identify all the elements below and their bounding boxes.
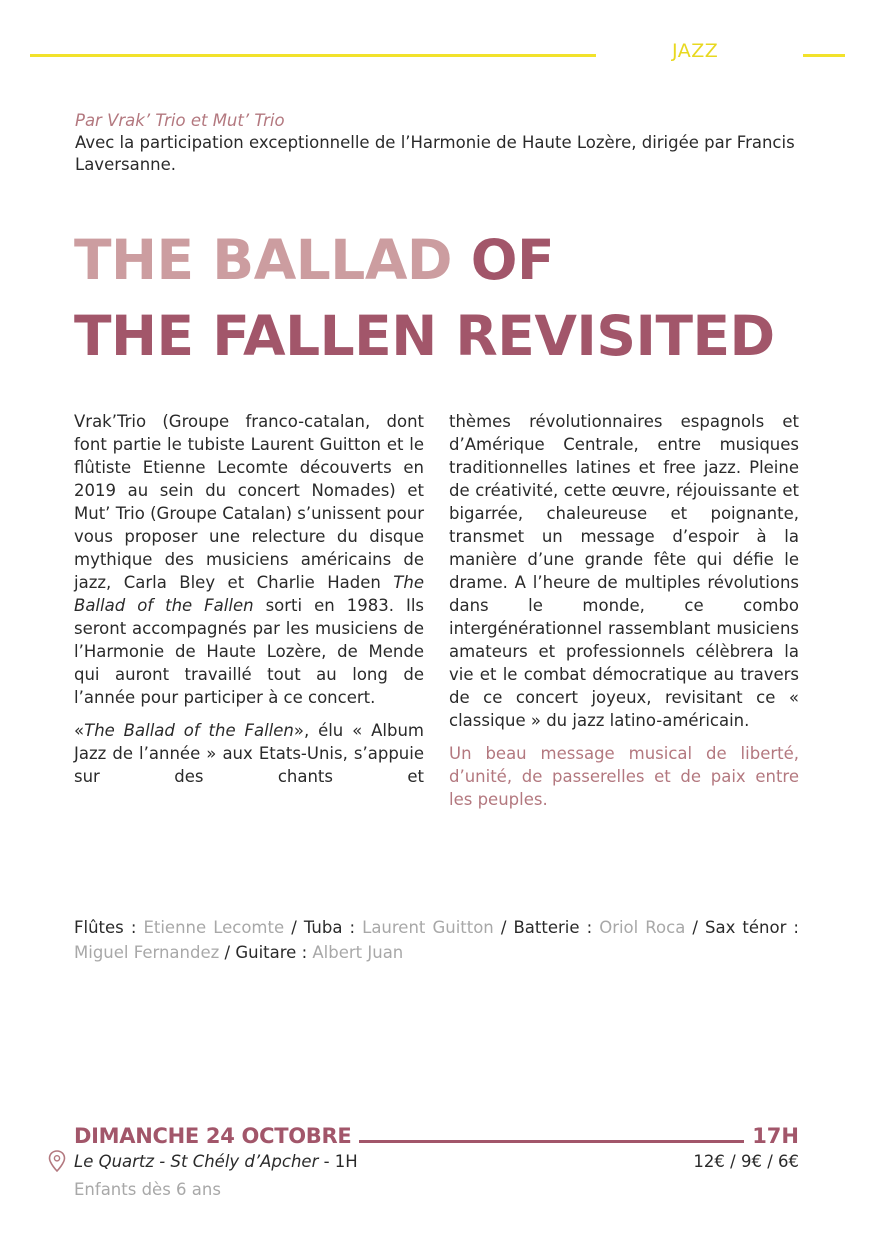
intro — [75, 110, 800, 176]
p2-text-part1: », élu « Album Jazz de l’année » aux Etats-Unis, s’appuie sur des chants et — [74, 721, 424, 786]
body-paragraph-2-start — [74, 719, 424, 788]
p1-text-b: sorti en 1983. Ils seront accompagnés par les musiciens de l’Harmonie de Haute Lozère, de Mende qui auront travaillé tout au long de l’année pour participer à ce concert. — [74, 596, 424, 707]
credit-name: Laurent Guitton — [362, 918, 494, 937]
credit-name: Miguel Fernandez — [74, 943, 220, 962]
body-paragraph-1 — [74, 410, 424, 709]
credit-role: Flûtes : — [74, 918, 144, 937]
title-part-dark: OF — [470, 228, 555, 292]
highlight-paragraph: Un beau message musical de liberté, d’unité, de passerelles et de paix entre les peuples. — [449, 744, 799, 809]
performers-line: Par Vrak’ Trio et Mut’ Trio — [75, 111, 285, 130]
event-hour: 17H — [752, 1124, 799, 1148]
date-dash-line — [359, 1140, 744, 1143]
title-line-1 — [74, 222, 775, 298]
event-date-row — [74, 1124, 799, 1149]
credit-name: Etienne Lecomte — [143, 918, 285, 937]
age-info: Enfants dès 6 ans — [74, 1180, 221, 1199]
credit-role: Sax ténor : — [705, 918, 799, 937]
participation-line: Avec la participation exceptionnelle de l’Harmonie de Haute Lozère, dirigée par Francis Laversanne. — [75, 133, 795, 174]
category-label: JAZZ — [672, 40, 719, 62]
credit-role: Batterie : — [513, 918, 600, 937]
event-date: DIMANCHE 24 OCTOBRE — [74, 1124, 352, 1148]
credit-role: Tuba : — [303, 918, 363, 937]
title-line-2: THE FALLEN REVISITED — [74, 304, 775, 368]
header-rule-right — [803, 54, 845, 57]
p1-text-a: Vrak’Trio (Groupe franco-catalan, dont font partie le tubiste Laurent Guitton et le flûtiste Etienne Lecomte découverts en 2019 au sein du concert Nomades) et Mut’ Trio (Groupe Catalan) s’unissent pour vous proposer une relecture du disque mythique des musiciens américains de jazz, Carla Bley et Charlie Haden — [74, 412, 424, 592]
body-column-right — [449, 410, 799, 821]
venue-name: Le Quartz - St Chély d’Apcher — [74, 1152, 319, 1171]
title-part-light: THE BALLAD — [74, 228, 471, 292]
venue-row — [74, 1152, 799, 1171]
body-column-left — [74, 410, 424, 788]
p1-album-title: The Ballad of the Fallen — [74, 573, 424, 615]
location-pin-icon — [48, 1150, 66, 1172]
body-paragraph-2-end: thèmes révolutionnaires espagnols et d’Amérique Centrale, entre musiques traditionnelles latines et free jazz. Pleine de créativité, cette œuvre, réjouissante et bigarrée, chaleureuse et poignante, transmet un message d’espoir à la manière d’une grande fête qui défie le drame. A l’heure de multiples révolutions dans le monde, ce combo intergénérationnel rassemblant musiciens amateurs et professionnels célèbrera la vie et le combat démocratique au travers de ce concert joyeux, revisitant ce « classique » du jazz latino-américain. — [449, 412, 799, 730]
page-title — [74, 222, 775, 374]
p2-album-title: The Ballad of the Fallen — [84, 721, 294, 740]
ticket-prices: 12€ / 9€ / 6€ — [693, 1152, 799, 1171]
credits: Flûtes : Etienne Lecomte / Tuba : Laurent Guitton / Batterie : Oriol Roca / Sax ténor : Miguel Fernandez / Guitare : Albert Juan — [74, 918, 799, 962]
credit-role: Guitare : — [235, 943, 313, 962]
header-rule-left — [30, 54, 596, 57]
credit-name: Albert Juan — [312, 943, 404, 962]
credit-name: Oriol Roca — [599, 918, 686, 937]
venue-info — [74, 1152, 358, 1171]
event-duration: - 1H — [318, 1152, 358, 1171]
p2-open-quote: « — [74, 721, 85, 740]
